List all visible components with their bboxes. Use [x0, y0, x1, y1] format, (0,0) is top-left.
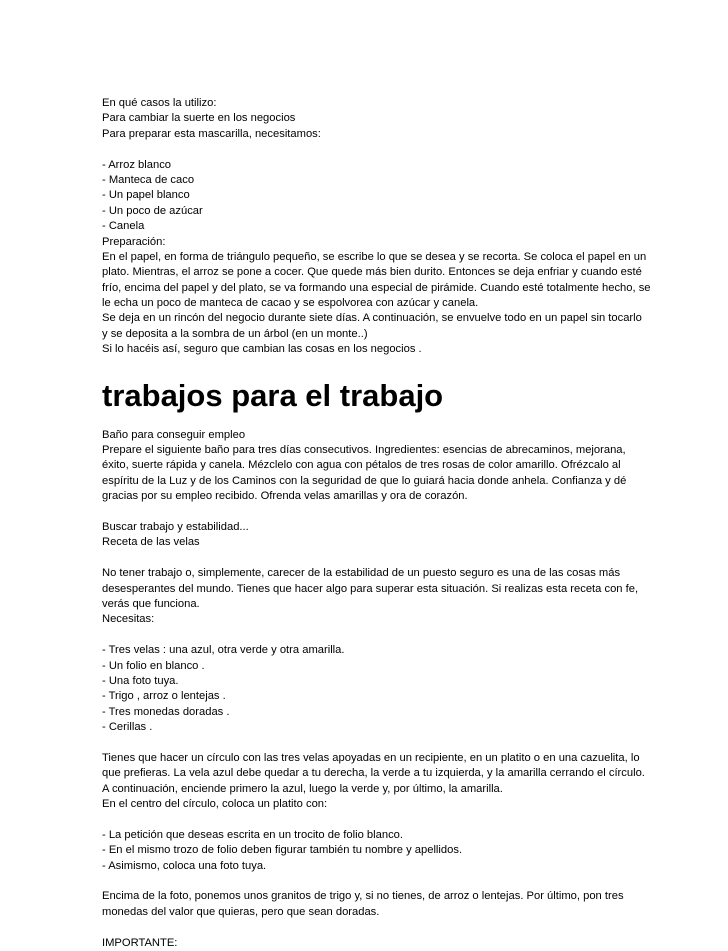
- text-line: - Manteca de caco: [102, 173, 195, 186]
- intro-text-block: [102, 96, 651, 358]
- text-line: - Tres monedas doradas .: [102, 705, 230, 718]
- blank-line: [102, 812, 648, 827]
- text-line: frío, encima del papel y del plato, se va formando una especial de pirámide. Cuando esté totalmente hecho, se: [102, 281, 651, 294]
- text-line: espíritu de la Luz y de los Caminos con la seguridad de que lo guiará hacia donde anhela. Confianza y dé: [102, 474, 627, 487]
- job-rituals-text-block: [102, 428, 648, 951]
- blank-line: [102, 505, 648, 520]
- text-line: - Tres velas : una azul, otra verde y otra amarilla.: [102, 644, 345, 657]
- blank-line: [102, 735, 648, 750]
- text-line: le echa un poco de manteca de cacao y se espolvorea con azúcar y canela.: [102, 297, 479, 310]
- text-line: gracias por su empleo recibido. Ofrenda velas amarillas y ora de corazón.: [102, 490, 468, 503]
- section-heading: trabajos para el trabajo: [102, 377, 444, 413]
- text-line: Encima de la foto, ponemos unos granitos de trigo y, si no tienes, de arroz o lentejas. Por último, pon tres: [102, 890, 624, 903]
- text-line: éxito, suerte rápida y canela. Mézclelo con agua con pétalos de tres rosas de color amarillo. Ofrézcalo al: [102, 459, 621, 472]
- text-line: - Cerillas .: [102, 721, 153, 734]
- text-line: Preparación:: [102, 235, 166, 248]
- text-line: Prepare el siguiente baño para tres días consecutivos. Ingredientes: esencias de abrecaminos, mejorana,: [102, 444, 626, 457]
- text-line: - Un poco de azúcar: [102, 204, 203, 217]
- blank-line: [102, 920, 648, 935]
- text-line: Necesitas:: [102, 613, 155, 626]
- text-line: - Un folio en blanco .: [102, 659, 205, 672]
- text-line: En qué casos la utilizo:: [102, 97, 217, 109]
- text-line: plato. Mientras, el arroz se pone a cocer. Que quede más bien durito. Entonces se deja enfriar y cuando esté: [102, 266, 642, 279]
- text-line: No tener trabajo o, simplemente, carecer de la estabilidad de un puesto seguro es una de las cosas más: [102, 567, 621, 580]
- text-line: Si lo hacéis así, seguro que cambian las cosas en los negocios .: [102, 343, 422, 356]
- text-line: - La petición que deseas escrita en un trocito de folio blanco.: [102, 828, 404, 841]
- blank-line: [102, 874, 648, 889]
- blank-line: [102, 628, 648, 643]
- text-line: - Trigo , arroz o lentejas .: [102, 690, 226, 703]
- text-line: En el papel, en forma de triángulo pequeño, se escribe lo que se desea y se recorta. Se coloca el papel en un: [102, 250, 647, 263]
- text-line: desesperantes del mundo. Tienes que hacer algo para superar esta situación. Si realizas esta receta con fe,: [102, 582, 639, 595]
- text-line: Receta de las velas: [102, 536, 200, 549]
- text-line: Tienes que hacer un círculo con las tres velas apoyadas en un recipiente, en un platito o en una cazuelita, lo: [102, 751, 640, 764]
- text-line: - Asimismo, coloca una foto tuya.: [102, 859, 267, 872]
- text-line: Para preparar esta mascarilla, necesitamos:: [102, 127, 321, 140]
- text-line: A continuación, enciende primero la azul, luego la verde y, por último, la amarilla.: [102, 782, 503, 795]
- text-line: - Arroz blanco: [102, 158, 172, 171]
- text-line: verás que funciona.: [102, 597, 200, 610]
- text-line: monedas del valor que quieras, pero que sean doradas.: [102, 905, 380, 918]
- text-line: - Canela: [102, 220, 145, 233]
- text-line: - Un papel blanco: [102, 189, 190, 202]
- text-line: Para cambiar la suerte en los negocios: [102, 112, 296, 125]
- blank-line: [102, 142, 648, 157]
- text-line: y se deposita a la sombra de un árbol (en un monte..): [102, 327, 368, 340]
- text-line: que prefieras. La vela azul debe quedar a tu derecha, la verde a tu izquierda, y la amarilla cerrando el círculo.: [102, 767, 645, 780]
- text-line: - En el mismo trozo de folio deben figurar también tu nombre y apellidos.: [102, 844, 463, 857]
- text-line: IMPORTANTE:: [102, 936, 178, 949]
- text-line: Buscar trabajo y estabilidad...: [102, 520, 249, 533]
- text-line: Baño para conseguir empleo: [102, 428, 246, 441]
- text-line: - Una foto tuya.: [102, 674, 179, 687]
- text-line: En el centro del círculo, coloca un platito con:: [102, 798, 328, 811]
- text-line: Se deja en un rincón del negocio durante siete días. A continuación, se envuelve todo en un papel sin tocarlo: [102, 312, 642, 325]
- blank-line: [102, 551, 648, 566]
